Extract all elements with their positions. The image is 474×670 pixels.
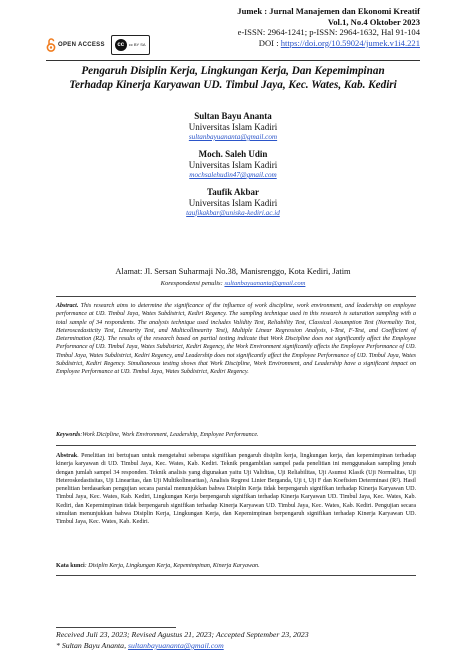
journal-issn: e-ISSN: 2964-1241; p-ISSN: 2964-1632, Hal 91-104 <box>237 27 420 38</box>
correspondence-email[interactable]: sultanbayuananta@gmail.com <box>224 280 306 287</box>
article-title <box>46 65 420 92</box>
author-email[interactable]: taufikakbar@uniska-kediri.ac.id <box>186 209 280 217</box>
abstract-label: Abstract. <box>56 303 79 309</box>
kata-kunci-label: Kata kunci <box>56 563 85 569</box>
author-list <box>46 111 420 225</box>
abstract-english <box>56 302 416 377</box>
correspondence-label: Korespondensi penulis: <box>160 280 225 287</box>
corresponding-author-email[interactable]: sultanbayuananta@gmail.com <box>127 641 224 650</box>
abstract-indonesian <box>56 452 416 527</box>
journal-info <box>237 6 420 48</box>
cc-license-badge[interactable] <box>111 35 150 55</box>
abstract-divider-middle <box>56 445 416 446</box>
author-affiliation: Universitas Islam Kadiri <box>188 160 278 170</box>
header-divider <box>46 60 420 61</box>
journal-volume: Vol.1, No.4 Oktober 2023 <box>327 16 420 27</box>
keywords-english <box>56 431 416 439</box>
abstract-divider-bottom <box>56 575 416 576</box>
correspondence-line <box>46 279 420 288</box>
corresponding-author-name: * Sultan Bayu Ananta, <box>56 641 128 650</box>
open-access-lock-icon <box>46 38 56 52</box>
abstrak-label: Abstrak <box>56 453 78 459</box>
doi-prefix: DOI : <box>258 37 281 48</box>
keywords-indonesian <box>56 562 416 570</box>
institution-address: Alamat: Jl. Sersan Suharmaji No.38, Manisrenggo, Kota Kediri, Jatim <box>115 267 351 276</box>
doi-link[interactable]: https://doi.org/10.59024/jumek.v1i4.221 <box>280 37 420 48</box>
title-line-1: Pengaruh Disiplin Kerja, Lingkungan Kerja, Dan Kepemimpinan <box>81 65 385 77</box>
keywords-text: :Work Dicipline, Work Environment, Leadership, Employee Performance. <box>80 432 259 438</box>
open-access-label: OPEN ACCESS <box>58 42 105 48</box>
author-affiliation: Universitas Islam Kadiri <box>188 198 278 208</box>
title-line-2: Terhadap Kinerja Karyawan UD. Timbul Jaya, Kec. Wates, Kab. Kediri <box>69 78 397 91</box>
author-block <box>46 149 420 180</box>
author-email[interactable]: sultanbayuananta@gmail.com <box>188 133 278 141</box>
creative-commons-icon: cc <box>115 39 127 51</box>
author-block <box>46 187 420 218</box>
abstrak-text: . Penelitian ini bertujuan untuk mengetahui seberapa signifikan pengaruh disiplin kerja, lingkungan kerja, dan kepemimpinan terhadap kinerja karyawan di UD. Timbul Jaya, Kec. Wates, Kab. Kediri. Teknik pengambilan sampel pada penelitian ini menggunakan sampling jenuh dengan jumlah sampel 34 responden. Teknik analisis yang digunakan yaitu Uji Validitas, Uji Reliabilitas, Uji Asumsi Klasik (Uji Normalitas, Uji Heteroskedastisitas, Uji Linearitas, dan Uji Multikolinearitas), Analisis Regresi Linier Berganda, Uji t, Uji F dan Koefisien Determinasi (R²). Hasil penelitian berdasarkan pengujian secara parsial menunjukkan bahwa Disiplin Kerja tidak berpengaruh signifikan terhadap Kinerja Karyawan UD. Timbul Jaya, Kec. Wates, Kab. Kediri, Lingkungan Kerja berpengaruh signifikan terhadap Kinerja Karyawan UD. Timbul Jaya, Kec. Wates, Kab. Kediri, dan Kepemimpinan tidak berpengaruh signifikan terhadap Kinerja Karyawan UD. Timbul Jaya, Kec. Wates, Kab. Kediri. Pengujian secara simultan menunjukkan bahwa Disiplin Kerja, Lingkungan Kerja, dan Kepemimpinan berpengaruh signifikan terhadap Kinerja Karyawan UD. Timbul Jaya, Kec. Wates, Kab. Kediri. <box>56 453 416 526</box>
corresponding-author-note <box>56 640 416 651</box>
author-affiliation: Universitas Islam Kadiri <box>188 122 278 132</box>
header-logos <box>46 32 150 58</box>
kata-kunci-text: : Disiplin Kerja, Lingkungan Kerja, Kepemimpinan, Kinerja Karyawan. <box>84 563 260 569</box>
license-label: cc BY SA <box>128 42 146 47</box>
author-block <box>46 111 420 142</box>
journal-title: Jumek : Jurnal Manajemen dan Ekonomi Kreatif <box>237 6 420 16</box>
author-name: Taufik Akbar <box>207 187 259 197</box>
footnote <box>56 629 416 651</box>
journal-doi <box>237 38 420 49</box>
open-access-logo <box>46 38 105 52</box>
footnote-rule <box>56 627 176 628</box>
author-name: Moch. Saleh Udin <box>198 149 268 159</box>
received-dates: Received Juli 23, 2023; Revised Agustus 21, 2023; Accepted September 23, 2023 <box>56 630 309 639</box>
author-name: Sultan Bayu Ananta <box>194 111 272 121</box>
abstract-divider-top <box>56 296 416 297</box>
abstract-text: This research aims to determine the significance of the influence of work discipline, work environment, and leadership on employee performance at UD. Timbul Jaya, Wates Subdistrict, Kediri Regency. The sampling technique used in this research is saturation sampling with a total sample of 34 respondents. The analysis technique used includes Validity Test, Reliability Test, Classical Assumption Test (Normality Test, Heteroscedasticity Test, Linearity Test, and Multicollinearity Test), Multiple Linear Regression Analysis, t-Test, F-Test, and Coefficient of Determination (R2). The results of the research based on partial testing indicate that Work Discipline does not significantly affect the Employee Performance of UD. Timbul Jaya, Wates Subdistrict, Kediri Regency, the Work Environment significantly affects the Employee Performance of UD. Timbul Jaya, Wates Subdistrict, Kediri Regency, and Leadership does not significantly affect the Employee Performance of UD. Timbul Jaya, Wates Subdistrict, Kediri Regency. Simultaneous testing shows that Work Discipline, Work Environment, and Leadership have a significant impact on Employee Performance at UD. Timbul Jaya, Wates Subdistrict, Kediri Regency. <box>56 303 416 376</box>
author-email[interactable]: mochsalehudin47@gmail.com <box>189 171 277 179</box>
keywords-label: Keywords <box>56 432 81 438</box>
